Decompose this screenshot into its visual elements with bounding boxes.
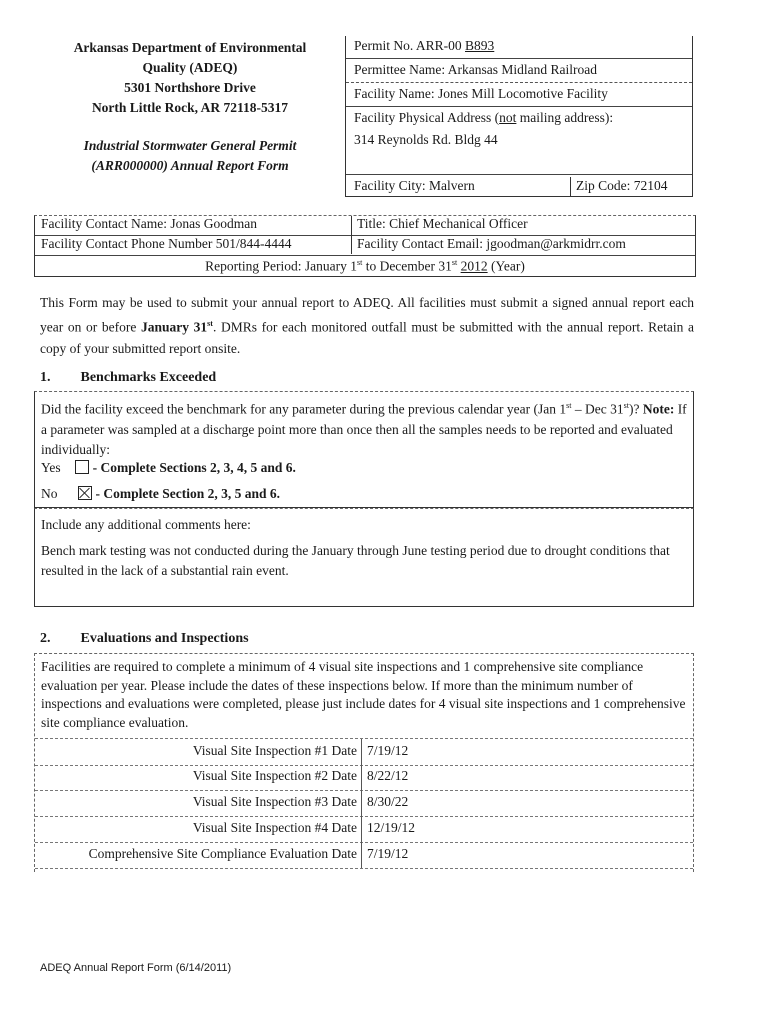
inspection-date-field[interactable]: 7/19/12 bbox=[367, 743, 409, 758]
agency-name-line1: Arkansas Department of Environmental bbox=[73, 40, 307, 55]
facility-address-field[interactable]: 314 Reynolds Rd. Bldg 44 bbox=[354, 132, 498, 147]
inspection-label: Comprehensive Site Compliance Evaluation Date bbox=[88, 846, 357, 861]
inspection-date-field[interactable]: 8/30/22 bbox=[367, 794, 409, 809]
inspection-date-field[interactable]: 8/22/12 bbox=[367, 768, 409, 783]
inspection-label: Visual Site Inspection #1 Date bbox=[192, 743, 357, 758]
facility-address-label: Facility Physical Address (not mailing address): bbox=[354, 110, 614, 125]
inspection-row bbox=[35, 738, 693, 766]
inspection-label: Visual Site Inspection #3 Date bbox=[192, 794, 357, 809]
form-footer: ADEQ Annual Report Form (6/14/2011) bbox=[40, 962, 232, 974]
benchmark-question-box bbox=[34, 391, 694, 508]
section-1-heading: 1. Benchmarks Exceeded bbox=[40, 370, 217, 385]
agency-header bbox=[40, 38, 340, 176]
comments-text: Bench mark testing was not conducted during the January through June testing period due to drought conditions that resulted in the lack of a substantial rain event. bbox=[41, 543, 670, 578]
inspections-instructions: Facilities are required to complete a minimum of 4 visual site inspections and 1 comprehensive site compliance evaluation per year. Please include the dates of these inspections below. If more than the minimum number of inspections and evaluations were completed, please just include dates for 4 visual site inspections and 1 comprehensive site compliance evaluation. bbox=[41, 659, 686, 730]
section-2-heading: 2. Evaluations and Inspections bbox=[40, 631, 249, 646]
facility-city-field[interactable]: Facility City: Malvern bbox=[354, 178, 475, 193]
inspection-row bbox=[35, 842, 693, 869]
form-title-line2: (ARR000000) Annual Report Form bbox=[91, 158, 289, 173]
reporting-period: Reporting Period: January 1st to December 31st 2012 (Year) bbox=[205, 258, 525, 274]
agency-address-line1: 5301 Northshore Drive bbox=[124, 80, 256, 95]
inspection-date-field[interactable]: 7/19/12 bbox=[367, 846, 409, 861]
inspection-label: Visual Site Inspection #2 Date bbox=[192, 768, 357, 783]
inspection-label: Visual Site Inspection #4 Date bbox=[192, 820, 357, 835]
yes-checkbox[interactable] bbox=[75, 460, 89, 474]
inspection-row bbox=[35, 790, 693, 817]
comments-label: Include any additional comments here: bbox=[41, 517, 251, 532]
inspection-row bbox=[35, 764, 693, 791]
reporting-year-field[interactable]: 2012 bbox=[460, 258, 488, 274]
permit-info-box bbox=[345, 36, 693, 197]
contact-email-field[interactable]: Facility Contact Email: jgoodman@arkmidrr.com bbox=[357, 236, 626, 251]
benchmark-question: Did the facility exceed the benchmark for any parameter during the previous calendar year (Jan 1st – Dec 31st)? Note: If a parameter was sampled at a discharge point more than once then all the samples needs to be reported and evaluated individually: bbox=[41, 401, 687, 457]
agency-address-line2: North Little Rock, AR 72118-5317 bbox=[91, 100, 289, 115]
contact-name-field[interactable]: Facility Contact Name: Jonas Goodman bbox=[41, 216, 257, 231]
inspection-row bbox=[35, 816, 693, 843]
zip-code-field[interactable]: Zip Code: 72104 bbox=[576, 178, 668, 193]
no-option: No - Complete Section 2, 3, 5 and 6. bbox=[41, 486, 280, 501]
permittee-name-field[interactable]: Permittee Name: Arkansas Midland Railroad bbox=[354, 62, 597, 77]
permit-number-field[interactable]: Permit No. ARR-00 B893 bbox=[354, 38, 495, 53]
form-title-line1: Industrial Stormwater General Permit bbox=[83, 138, 297, 153]
no-checkbox-checked[interactable] bbox=[78, 486, 92, 500]
comments-box[interactable] bbox=[34, 508, 694, 607]
inspection-date-field[interactable]: 12/19/12 bbox=[367, 820, 416, 835]
facility-name-field[interactable]: Facility Name: Jones Mill Locomotive Facility bbox=[354, 86, 608, 101]
agency-name-line2: Quality (ADEQ) bbox=[142, 60, 238, 75]
intro-paragraph: This Form may be used to submit your annual report to ADEQ. All facilities must submit a signed annual report each year on or before January 31st. DMRs for each monitored outfall must be submitted with the annual report. Retain a copy of your submitted report onsite. bbox=[40, 295, 694, 356]
yes-option: Yes - Complete Sections 2, 3, 4, 5 and 6. bbox=[41, 460, 296, 475]
contact-phone-field[interactable]: Facility Contact Phone Number 501/844-4444 bbox=[41, 236, 292, 251]
contact-title-field[interactable]: Title: Chief Mechanical Officer bbox=[357, 216, 528, 231]
permit-number-value: B893 bbox=[465, 38, 495, 53]
inspections-box bbox=[34, 653, 694, 872]
contact-info-box bbox=[34, 215, 696, 277]
